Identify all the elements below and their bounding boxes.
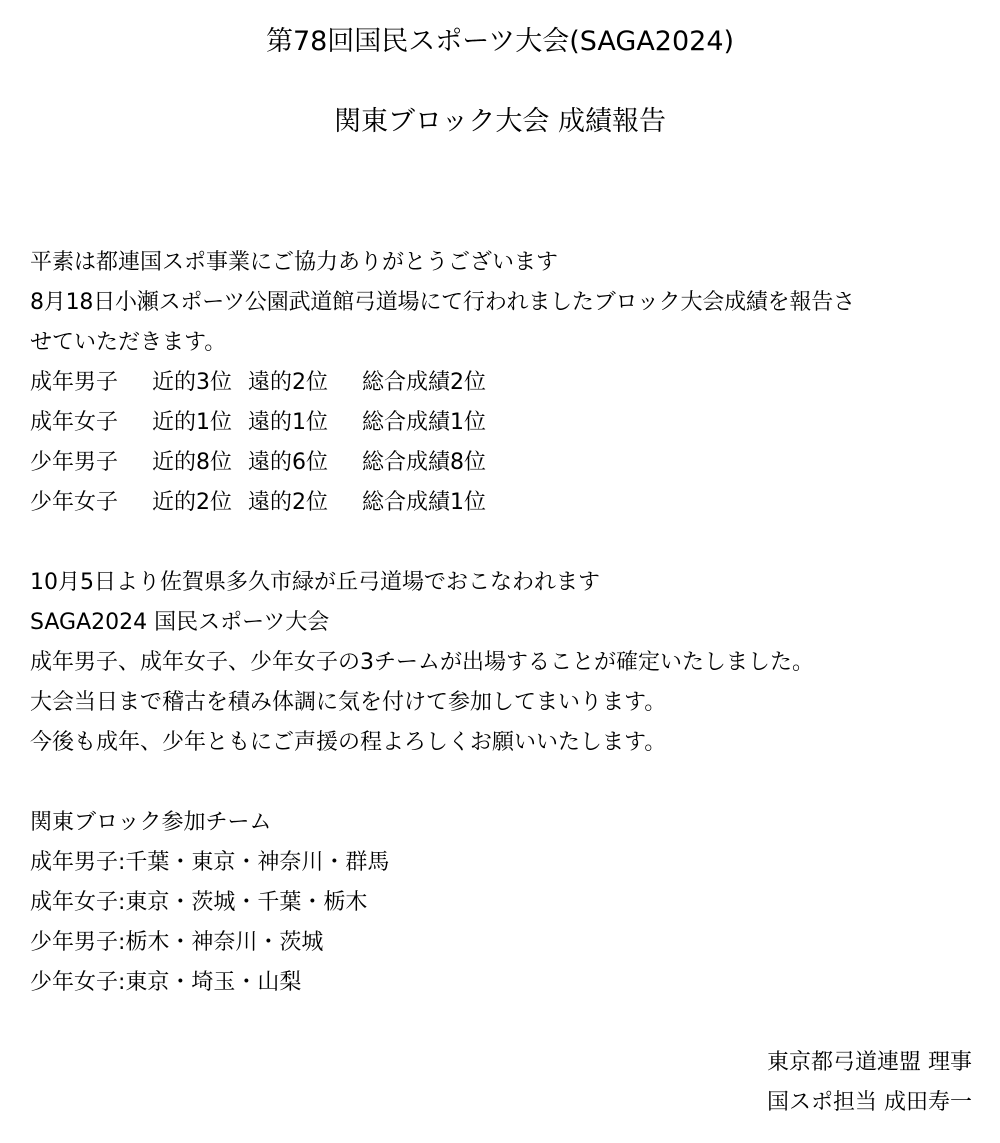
result-category: 成年男子 — [30, 370, 119, 395]
team-row: 少年女子:東京・埼玉・山梨 — [30, 970, 302, 995]
announcement-line: 成年男子、成年女子、少年女子の3チームが出場することが確定いたしました。 — [30, 650, 814, 675]
result-overall: 総合成績1位 — [362, 410, 486, 435]
report-line-continued: せていただきます。 — [30, 330, 227, 355]
intro-paragraph — [30, 243, 980, 363]
teams-heading: 関東ブロック参加チーム — [30, 810, 272, 835]
announcement-line: 今後も成年、少年ともにご声援の程よろしくお願いいたします。 — [30, 730, 667, 755]
result-category: 少年男子 — [30, 450, 119, 475]
result-overall: 総合成績2位 — [362, 370, 486, 395]
greeting-line: 平素は都連国スポ事業にご協力ありがとうございます — [30, 250, 559, 275]
result-row — [30, 403, 980, 443]
result-row — [30, 363, 980, 403]
report-line: 8月18日小瀬スポーツ公園武道館弓道場にて行われましたブロック大会成績を報告さ — [30, 290, 855, 315]
teams-section — [30, 803, 980, 1003]
results-list — [30, 363, 980, 523]
result-far: 遠的2位 — [248, 490, 328, 515]
announcement-line: SAGA2024 国民スポーツ大会 — [30, 610, 330, 635]
result-near: 近的3位 — [152, 370, 232, 395]
announcement-line: 大会当日まで稽古を積み体調に気を付けて参加してまいります。 — [30, 690, 667, 715]
team-row: 少年男子:栃木・神奈川・茨城 — [30, 930, 324, 955]
signature-organization: 東京都弓道連盟 理事 — [767, 1050, 972, 1075]
document-subtitle: 関東ブロック大会 成績報告 — [333, 106, 667, 137]
result-category: 少年女子 — [30, 490, 119, 515]
result-far: 遠的6位 — [248, 450, 328, 475]
result-near: 近的1位 — [152, 410, 232, 435]
team-row: 成年女子:東京・茨城・千葉・栃木 — [30, 890, 368, 915]
result-row — [30, 443, 980, 483]
announcement-line: 10月5日より佐賀県多久市緑が丘弓道場でおこなわれます — [30, 570, 600, 595]
signature-block — [767, 1043, 972, 1123]
result-row — [30, 483, 980, 523]
signature-person: 国スポ担当 成田寿一 — [767, 1090, 972, 1115]
team-row: 成年男子:千葉・東京・神奈川・群馬 — [30, 850, 390, 875]
document-title: 第78回国民スポーツ大会(SAGA2024) — [265, 26, 735, 57]
result-far: 遠的2位 — [248, 370, 328, 395]
result-overall: 総合成績8位 — [362, 450, 486, 475]
result-near: 近的8位 — [152, 450, 232, 475]
announcement-paragraph — [30, 563, 980, 763]
result-category: 成年女子 — [30, 410, 119, 435]
result-overall: 総合成績1位 — [362, 490, 486, 515]
result-near: 近的2位 — [152, 490, 232, 515]
result-far: 遠的1位 — [248, 410, 328, 435]
